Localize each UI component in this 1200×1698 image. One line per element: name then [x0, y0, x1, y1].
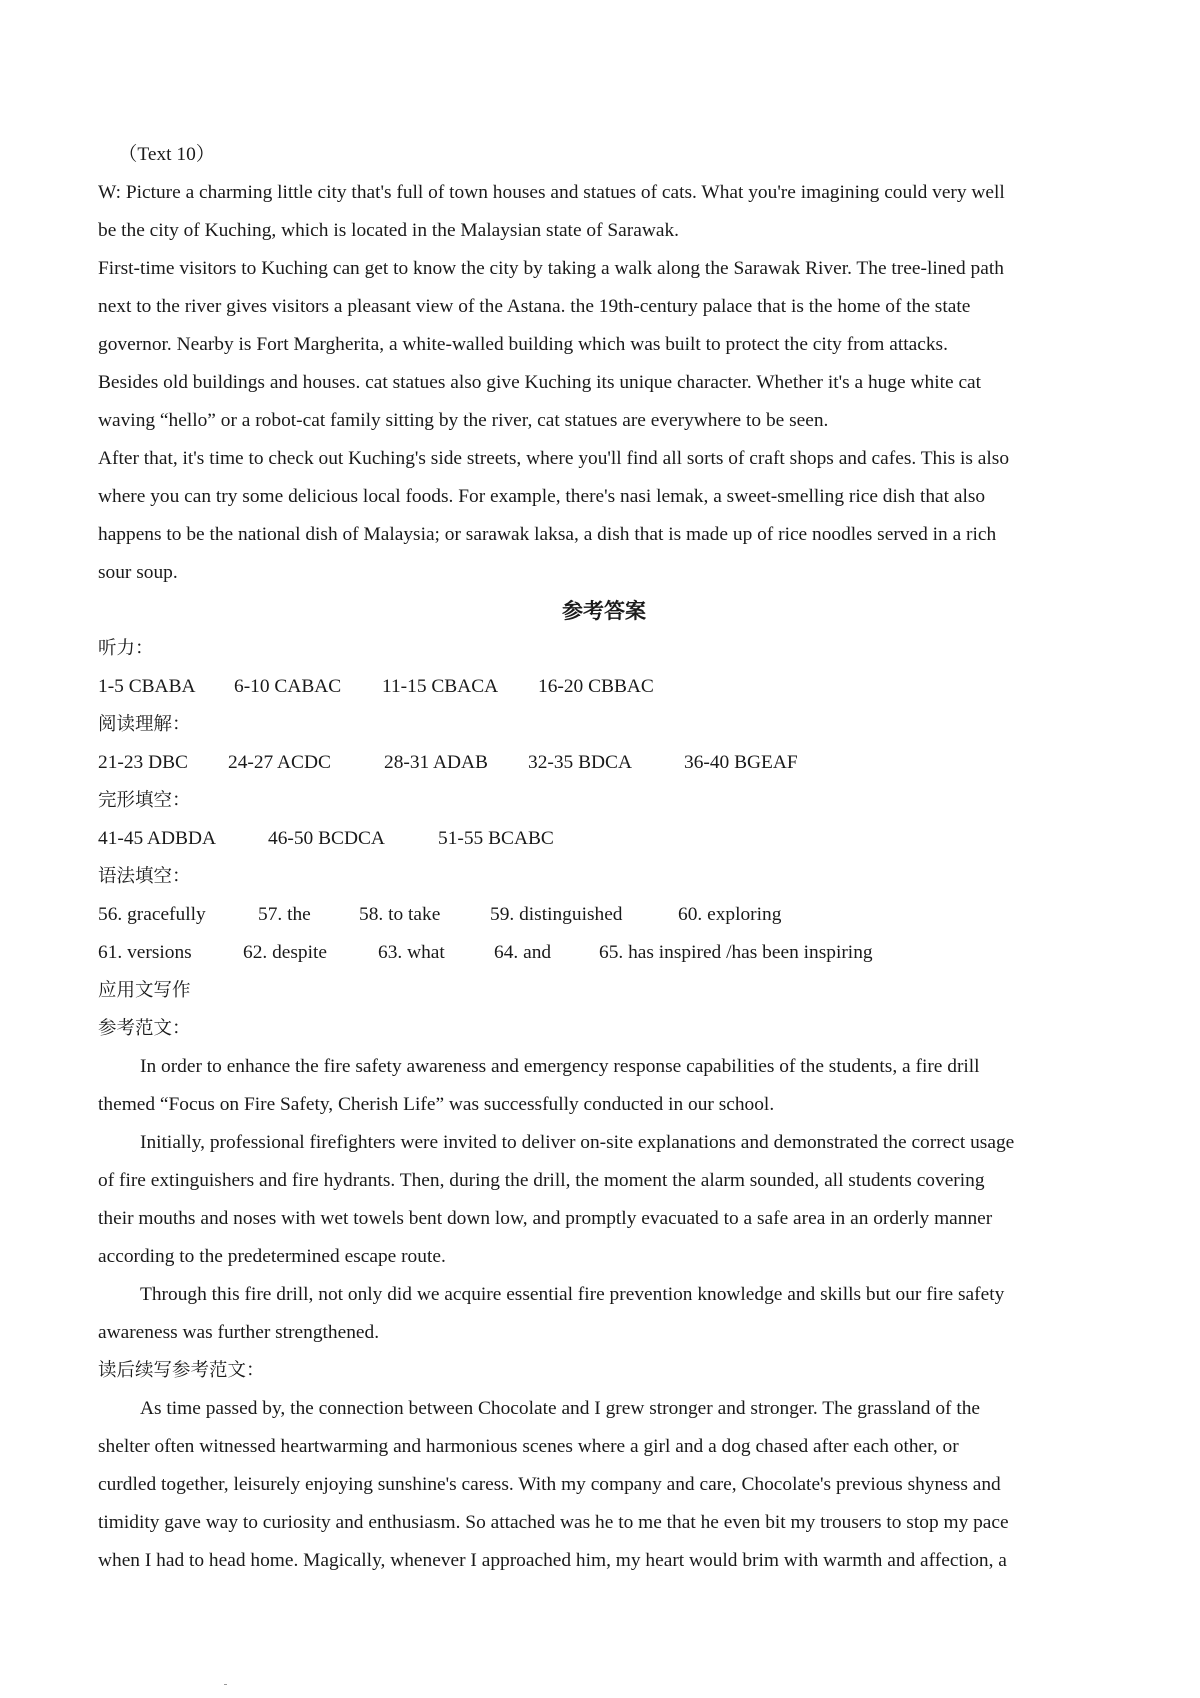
continuation-line: when I had to head home. Magically, whenever I approached him, my heart would brim with warmth and affection, a [98, 1550, 1007, 1571]
continuation-line: curdled together, leisurely enjoying sunshine's caress. With my company and care, Chocolate's previous shyness and [98, 1474, 1001, 1495]
answer-item: 57. the [258, 904, 311, 925]
writing-line: of fire extinguishers and fire hydrants. Then, during the drill, the moment the alarm sounded, all students covering [98, 1170, 985, 1191]
answer-item: 51-55 BCABC [438, 828, 554, 849]
text10-line: where you can try some delicious local foods. For example, there's nasi lemak, a sweet-smelling rice dish that also [98, 486, 986, 507]
answer-item: 58. to take [359, 904, 441, 925]
writing-line: their mouths and noses with wet towels bent down low, and promptly evacuated to a safe area in an orderly manner [98, 1208, 993, 1229]
continuation-line: shelter often witnessed heartwarming and harmonious scenes where a girl and a dog chased after each other, or [98, 1436, 959, 1457]
writing-line: Through this fire drill, not only did we acquire essential fire prevention knowledge and skills but our fire safety [140, 1284, 1005, 1305]
text10-line: waving “hello” or a robot-cat family sitting by the river, cat statues are everywhere to be seen. [98, 410, 829, 431]
grammar-answers-row [98, 896, 1110, 934]
grammar-answers-row [98, 934, 1110, 972]
answer-item: 60. exploring [678, 904, 782, 925]
text10-line: be the city of Kuching, which is located in the Malaysian state of Sarawak. [98, 220, 680, 241]
cloze-heading: 完形填空： [98, 790, 191, 811]
answer-item: 1-5 CBABA [98, 676, 196, 697]
text10-line: After that, it's time to check out Kuching's side streets, where you'll find all sorts of craft shops and cafes. This is also [98, 448, 1010, 469]
listening-answers [98, 668, 1110, 706]
text10-line: happens to be the national dish of Malaysia; or sarawak laksa, a dish that is made up of rice noodles served in a rich [98, 524, 997, 545]
writing-line: awareness was further strengthened. [98, 1322, 380, 1343]
listening-heading: 听力： [98, 638, 154, 659]
reading-answers [98, 744, 1110, 782]
answer-item: 46-50 BCDCA [268, 828, 385, 849]
writing-heading: 应用文写作 [98, 980, 191, 1001]
cloze-answers [98, 820, 1110, 858]
writing-line: according to the predetermined escape route. [98, 1246, 446, 1267]
answer-item: 32-35 BDCA [528, 752, 632, 773]
text10-line: W: Picture a charming little city that's full of town houses and statues of cats. What you're imagining could very well [98, 182, 1005, 203]
text10-line: Besides old buildings and houses. cat statues also give Kuching its unique character. Whether it's a huge white cat [98, 372, 982, 393]
answer-item: 64. and [494, 942, 552, 963]
answer-item: 59. distinguished [490, 904, 623, 925]
answer-item: 21-23 DBC [98, 752, 188, 773]
answers-title: 参考答案 [562, 599, 646, 623]
answer-item: 24-27 ACDC [228, 752, 331, 773]
text10-label: （Text 10） [118, 144, 216, 165]
answer-item: 41-45 ADBDA [98, 828, 216, 849]
answer-item: 62. despite [243, 942, 328, 963]
text10-line: First-time visitors to Kuching can get to know the city by taking a walk along the Sarawak River. The tree-lined path [98, 258, 1004, 279]
document-page [98, 136, 1110, 1580]
answer-item: 28-31 ADAB [384, 752, 488, 773]
answer-item: 61. versions [98, 942, 192, 963]
answer-item: 6-10 CABAC [234, 676, 342, 697]
answer-item: 36-40 BGEAF [684, 752, 798, 773]
writing-line: themed “Focus on Fire Safety, Cherish Life” was successfully conducted in our school. [98, 1094, 775, 1115]
continuation-line: timidity gave way to curiosity and enthusiasm. So attached was he to me that he even bit my trousers to stop my pace [98, 1512, 1009, 1533]
text10-line: sour soup. [98, 562, 178, 583]
continuation-line: As time passed by, the connection between Chocolate and I grew stronger and stronger. The grassland of the [140, 1398, 981, 1419]
grammar-heading: 语法填空： [98, 866, 191, 887]
answer-item: 16-20 CBBAC [538, 676, 654, 697]
text10-line: next to the river gives visitors a pleasant view of the Astana. the 19th-century palace that is the home of the state [98, 296, 971, 317]
answer-item: 63. what [378, 942, 445, 963]
writing-line: Initially, professional firefighters were invited to deliver on-site explanations and demonstrated the correct usage [140, 1132, 1015, 1153]
answer-item: 65. has inspired /has been inspiring [599, 942, 873, 963]
continuation-heading: 读后续写参考范文： [98, 1360, 265, 1381]
writing-line: In order to enhance the fire safety awareness and emergency response capabilities of the students, a fire drill [140, 1056, 980, 1077]
answer-item: 56. gracefully [98, 904, 206, 925]
answer-item: 11-15 CBACA [382, 676, 499, 697]
text10-line: governor. Nearby is Fort Margherita, a white-walled building which was built to protect the city from attacks. [98, 334, 948, 355]
reading-heading: 阅读理解： [98, 714, 191, 735]
page-footer-mark [224, 1684, 227, 1685]
writing-sample-heading: 参考范文： [98, 1018, 191, 1039]
